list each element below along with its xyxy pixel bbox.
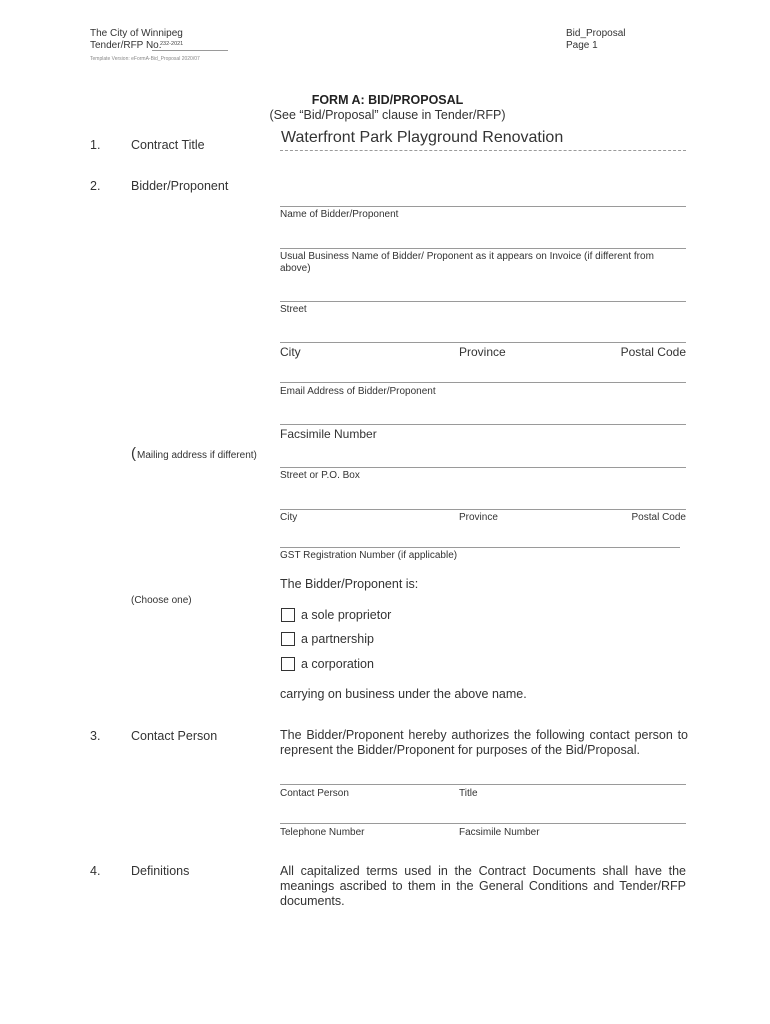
telephone-label: Telephone Number bbox=[280, 827, 365, 838]
street-label: Street bbox=[280, 304, 307, 315]
section-3-number: 3. bbox=[90, 729, 101, 743]
contact-fax-label: Facsimile Number bbox=[459, 827, 540, 838]
mailing-paren: ( bbox=[131, 445, 136, 462]
po-box-label: Street or P.O. Box bbox=[280, 470, 360, 481]
form-title: FORM A: BID/PROPOSAL bbox=[311, 93, 464, 107]
bidder-is-text: The Bidder/Proponent is: bbox=[280, 577, 419, 591]
contact-person-line[interactable] bbox=[280, 784, 686, 785]
page-number: Page 1 bbox=[566, 40, 598, 51]
bidder-name-label: Name of Bidder/Proponent bbox=[280, 209, 399, 220]
section-4-number: 4. bbox=[90, 864, 101, 878]
corporation-label: a corporation bbox=[301, 657, 374, 671]
city-line[interactable] bbox=[280, 342, 686, 343]
corporation-checkbox[interactable] bbox=[281, 657, 295, 671]
gst-label: GST Registration Number (if applicable) bbox=[280, 550, 458, 561]
section-2-number: 2. bbox=[90, 179, 101, 193]
partnership-checkbox[interactable] bbox=[281, 632, 295, 646]
doc-name: Bid_Proposal bbox=[566, 28, 626, 39]
city2-line[interactable] bbox=[280, 509, 686, 510]
contact-auth-text: The Bidder/Proponent hereby authorizes the following contact person to represent the Bidder/Proponent for purposes of the Bid/Proposal. bbox=[280, 728, 688, 757]
street-line[interactable] bbox=[280, 301, 686, 302]
city-label: City bbox=[280, 345, 301, 359]
business-name-line[interactable] bbox=[280, 248, 686, 249]
fax-line[interactable] bbox=[280, 424, 686, 425]
fax-label: Facsimile Number bbox=[280, 427, 377, 441]
city-name: The City of Winnipeg bbox=[90, 28, 183, 39]
bidder-name-line[interactable] bbox=[280, 206, 686, 207]
tender-label: Tender/RFP No. bbox=[90, 40, 162, 51]
choose-one-note: (Choose one) bbox=[131, 595, 192, 606]
section-1-title: Contract Title bbox=[131, 138, 205, 152]
partnership-label: a partnership bbox=[301, 632, 374, 646]
carrying-on-text: carrying on business under the above name. bbox=[280, 687, 527, 701]
mailing-note: Mailing address if different) bbox=[137, 450, 257, 461]
template-version: Template Version: eFormA-Bid_Proposal 2020/07 bbox=[90, 56, 200, 62]
section-4-title: Definitions bbox=[131, 864, 190, 878]
business-name-label: Usual Business Name of Bidder/ Proponent as it appears on Invoice (if different from above) bbox=[280, 251, 654, 274]
section-3-title: Contact Person bbox=[131, 729, 218, 743]
sole-proprietor-label: a sole proprietor bbox=[301, 608, 392, 622]
postal-code-label: Postal Code bbox=[620, 345, 686, 359]
email-label: Email Address of Bidder/Proponent bbox=[280, 386, 436, 397]
province2-label: Province bbox=[459, 512, 498, 523]
contract-title-line bbox=[280, 150, 686, 151]
section-2-title: Bidder/Proponent bbox=[131, 179, 229, 193]
contact-title-label: Title bbox=[459, 788, 478, 799]
contact-person-label: Contact Person bbox=[280, 788, 349, 799]
sole-proprietor-checkbox[interactable] bbox=[281, 608, 295, 622]
gst-line[interactable] bbox=[280, 547, 680, 548]
tender-number-line bbox=[152, 50, 228, 51]
tender-number: 232-2021 bbox=[160, 41, 184, 47]
email-line[interactable] bbox=[280, 382, 686, 383]
section-1-number: 1. bbox=[90, 138, 101, 152]
telephone-line[interactable] bbox=[280, 823, 686, 824]
postal-code2-label: Postal Code bbox=[631, 512, 686, 523]
city2-label: City bbox=[280, 512, 298, 523]
contract-title-field[interactable]: Waterfront Park Playground Renovation bbox=[281, 129, 564, 146]
po-box-line[interactable] bbox=[280, 467, 686, 468]
province-label: Province bbox=[459, 345, 506, 359]
definitions-text: All capitalized terms used in the Contract Documents shall have the meanings ascribed to them in the General Conditions and Tender/RFP documents. bbox=[280, 864, 686, 908]
form-subtitle: (See “Bid/Proposal” clause in Tender/RFP) bbox=[269, 108, 506, 122]
